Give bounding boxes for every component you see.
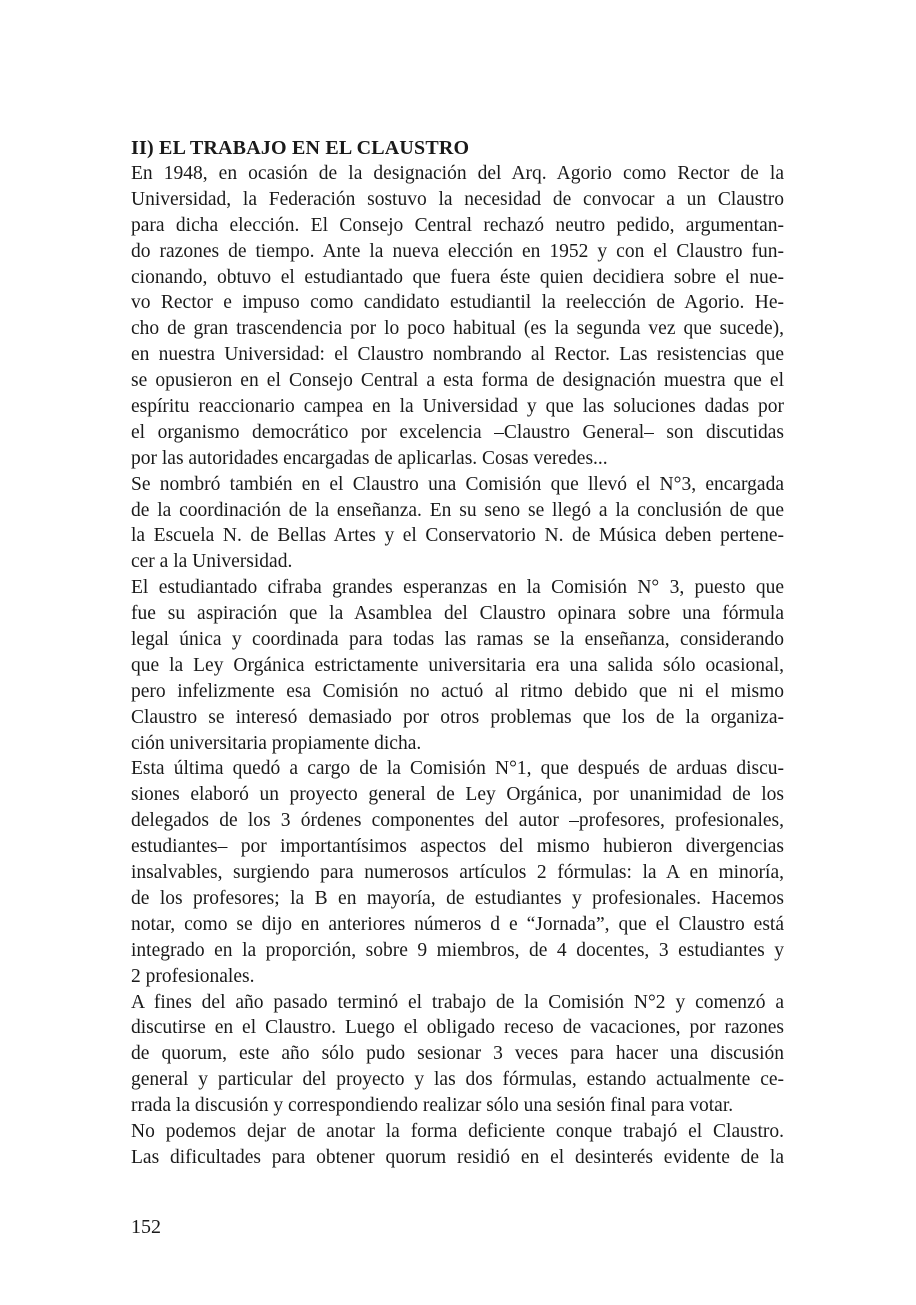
text-line: insalvables, surgiendo para numerosos artículos 2 fórmulas: la A en minoría,	[131, 862, 784, 884]
text-line: 2 profesionales.	[131, 965, 255, 987]
text-line: de los profesores; la B en mayoría, de estudiantes y profesionales. Hacemos	[131, 887, 784, 909]
body-text	[131, 161, 784, 1171]
text-line: delegados de los 3 órdenes componentes del autor –profesores, profesionales,	[131, 810, 784, 832]
text-line: espíritu reaccionario campea en la Universidad y que las soluciones dadas por	[131, 396, 784, 418]
text-block	[131, 135, 784, 1171]
text-line: do razones de tiempo. Ante la nueva elección en 1952 y con el Claustro fun-	[131, 240, 784, 262]
paragraph	[131, 161, 784, 472]
text-line: por las autoridades encargadas de aplicarlas. Cosas veredes...	[131, 447, 608, 469]
text-line: de quorum, este año sólo pudo sesionar 3 veces para hacer una discusión	[131, 1043, 784, 1065]
text-line: siones elaboró un proyecto general de Ley Orgánica, por unanimidad de los	[131, 784, 784, 806]
text-line: cho de gran trascendencia por lo poco habitual (es la segunda vez que sucede),	[131, 318, 784, 340]
text-line: la Escuela N. de Bellas Artes y el Conservatorio N. de Música deben pertene-	[131, 525, 784, 547]
text-line: Esta última quedó a cargo de la Comisión N°1, que después de arduas discu-	[131, 758, 784, 780]
text-line: fue su aspiración que la Asamblea del Claustro opinara sobre una fórmula	[131, 603, 784, 625]
text-line: ción universitaria propiamente dicha.	[131, 732, 422, 754]
text-line: legal única y coordinada para todas las ramas se la enseñanza, considerando	[131, 629, 784, 651]
text-line: que la Ley Orgánica estrictamente universitaria era una salida sólo ocasional,	[131, 654, 784, 676]
section-heading: II) EL TRABAJO EN EL CLAUSTRO	[131, 137, 470, 159]
text-line: cer a la Universidad.	[131, 551, 293, 573]
text-line: de la coordinación de la enseñanza. En su seno se llegó a la conclusión de que	[131, 499, 784, 521]
paragraph	[131, 756, 784, 989]
text-line: Universidad, la Federación sostuvo la necesidad de convocar a un Claustro	[131, 188, 784, 210]
text-line: integrado en la proporción, sobre 9 miembros, de 4 docentes, 3 estudiantes y	[131, 939, 784, 961]
text-line: El estudiantado cifraba grandes esperanzas en la Comisión N° 3, puesto que	[131, 577, 784, 599]
text-line: Se nombró también en el Claustro una Comisión que llevó el N°3, encargada	[131, 473, 784, 495]
paragraph	[131, 990, 784, 1119]
text-line: pero infelizmente esa Comisión no actuó al ritmo debido que ni el mismo	[131, 680, 784, 702]
text-line: A fines del año pasado terminó el trabajo de la Comisión N°2 y comenzó a	[131, 991, 784, 1013]
text-line: rrada la discusión y correspondiendo realizar sólo una sesión final para votar.	[131, 1095, 734, 1117]
paragraph	[131, 1119, 784, 1171]
text-line: discutirse en el Claustro. Luego el obligado receso de vacaciones, por razones	[131, 1017, 784, 1039]
text-line: No podemos dejar de anotar la forma deficiente conque trabajó el Claustro.	[131, 1120, 784, 1142]
text-line: Las dificultades para obtener quorum residió en el desinterés evidente de la	[131, 1146, 784, 1168]
paragraph	[131, 575, 784, 756]
paragraph	[131, 472, 784, 576]
text-line: vo Rector e impuso como candidato estudiantil la reelección de Agorio. He-	[131, 292, 784, 314]
text-line: En 1948, en ocasión de la designación del Arq. Agorio como Rector de la	[131, 163, 784, 184]
text-line: estudiantes– por importantísimos aspectos del mismo hubieron divergencias	[131, 836, 784, 858]
text-line: notar, como se dijo en anteriores números d e “Jornada”, que el Claustro está	[131, 913, 784, 935]
text-line: en nuestra Universidad: el Claustro nombrando al Rector. Las resistencias que	[131, 344, 784, 366]
text-line: Claustro se interesó demasiado por otros problemas que los de la organiza-	[131, 706, 784, 728]
text-line: se opusieron en el Consejo Central a esta forma de designación muestra que el	[131, 370, 784, 392]
text-line: el organismo democrático por excelencia –Claustro General– son discutidas	[131, 421, 784, 443]
text-line: general y particular del proyecto y las dos fórmulas, estando actualmente ce-	[131, 1069, 784, 1091]
page-number: 152	[131, 1216, 161, 1238]
text-line: cionando, obtuvo el estudiantado que fuera éste quien decidiera sobre el nue-	[131, 266, 784, 288]
text-line: para dicha elección. El Consejo Central rechazó neutro pedido, argumentan-	[131, 214, 784, 236]
